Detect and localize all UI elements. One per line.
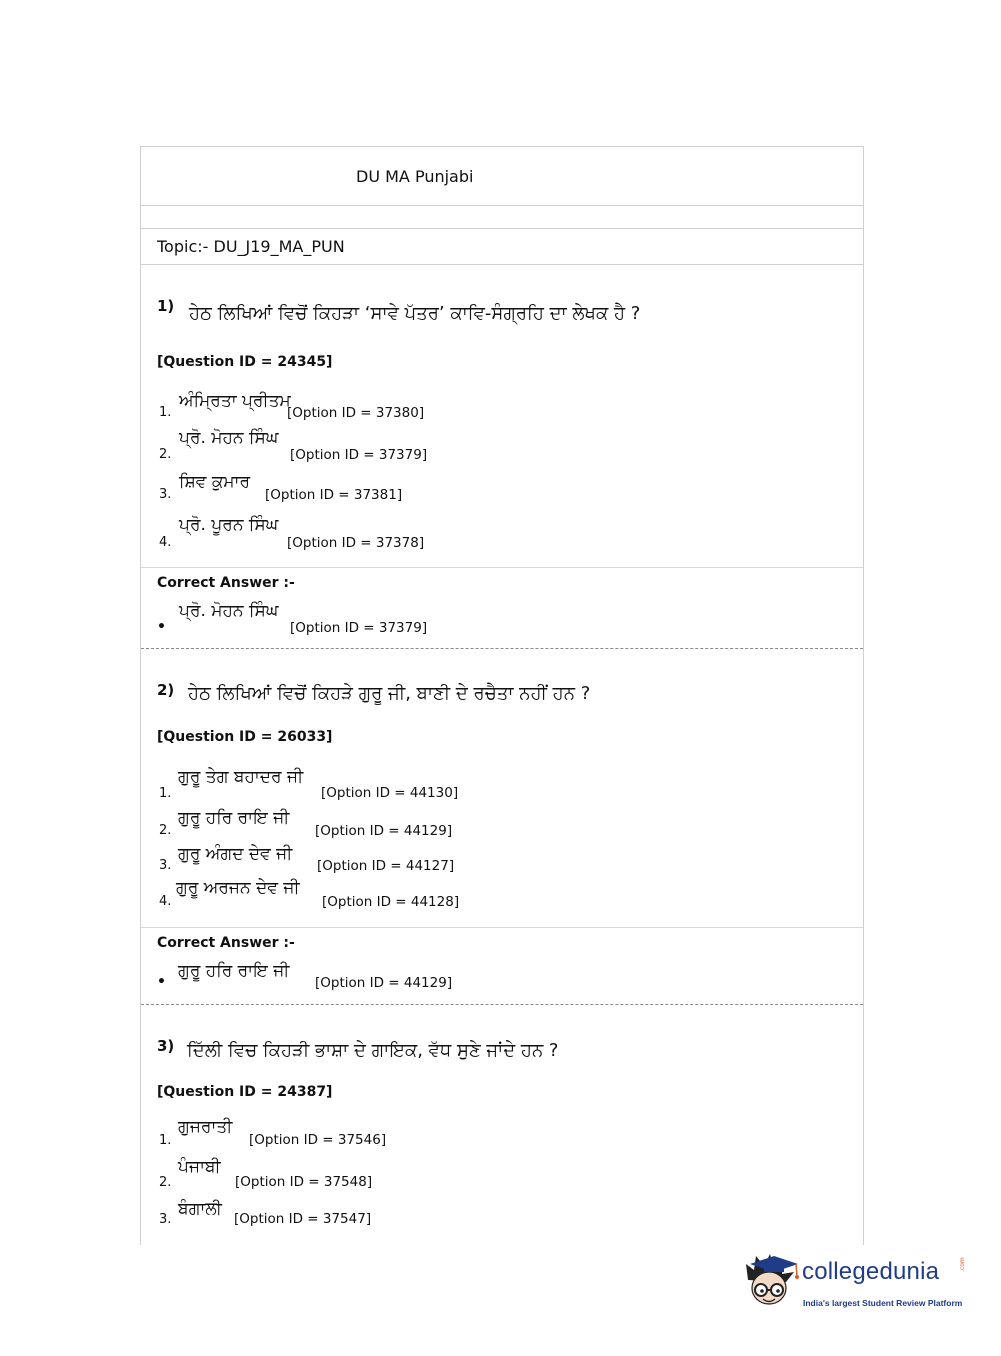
option-text: ਗੁਰੂ ਤੇਗ ਬਹਾਦਰ ਜੀ [178,767,304,787]
option-number: 2. [159,1175,172,1190]
brand-suffix: .com [959,1257,966,1272]
question-number: 2) [157,681,175,699]
spacer-row [141,206,863,229]
topic-row [141,229,863,265]
question-id: [Question ID = 24387] [157,1084,333,1100]
brand-tagline: India's largest Student Review Platform [803,1298,963,1308]
question-paper [140,146,864,1245]
topic-label: Topic:- DU_J19_MA_PUN [157,237,345,256]
option-number: 4. [159,535,172,550]
correct-answer-id: [Option ID = 44129] [315,975,453,991]
divider [141,927,863,928]
divider [141,567,863,568]
option-number: 3. [159,858,172,873]
collegedunia-logo [740,1250,970,1316]
option-number: 1. [159,405,172,420]
option-id: [Option ID = 37381] [265,487,403,503]
option-id: [Option ID = 44130] [321,785,459,801]
option-id: [Option ID = 37548] [235,1174,373,1190]
option-number: 1. [159,1133,172,1148]
option-id: [Option ID = 44127] [317,858,455,874]
option-text: ਸ਼ਿਵ ਕੁਮਾਰ [179,472,251,492]
question-id: [Question ID = 24345] [157,354,333,370]
question-number: 1) [157,297,175,315]
option-number: 3. [159,487,172,502]
option-id: [Option ID = 37378] [287,535,425,551]
correct-answer-label: Correct Answer :- [157,935,295,951]
correct-answer-text: ਪ੍ਰੋ. ਮੋਹਨ ਸਿੰਘ [179,601,279,621]
correct-answer-text: ਗੁਰੂ ਹਰਿ ਰਾਇ ਜੀ [178,961,290,981]
correct-answer-id: [Option ID = 37379] [290,620,428,636]
bullet-icon: • [157,619,166,635]
question-number: 3) [157,1037,175,1055]
question-text: ਹੇਠ ਲਿਖਿਆਂ ਵਿਚੋਂ ਕਿਹੜੇ ਗੁਰੂ ਜੀ, ਬਾਣੀ ਦੇ ਰਚੈਤਾ ਨਹੀਂ ਹਨ ? [188,683,591,704]
dashed-divider [141,1004,863,1005]
option-number: 2. [159,447,172,462]
option-number: 4. [159,894,172,909]
question-text: ਹੇਠ ਲਿਖਿਆਂ ਵਿਚੋਂ ਕਿਹੜਾ ‘ਸਾਵੇ ਪੱਤਰ’ ਕਾਵਿ-ਸੰਗ੍ਰਹਿ ਦਾ ਲੇਖਕ ਹੈ ? [189,303,641,324]
option-text: ਪ੍ਰੋ. ਮੋਹਨ ਸਿੰਘ [179,428,279,448]
bullet-icon: • [157,974,166,990]
option-id: [Option ID = 44129] [315,823,453,839]
question-text: ਦਿੱਲੀ ਵਿਚ ਕਿਹੜੀ ਭਾਸ਼ਾ ਦੇ ਗਾਇਕ, ਵੱਧ ਸੁਣੇ ਜਾਂਦੇ ਹਨ ? [187,1040,559,1061]
option-id: [Option ID = 37380] [287,405,425,421]
option-text: ਪੰਜਾਬੀ [178,1157,221,1177]
option-text: ਅੰਮ੍ਰਿਤਾ ਪ੍ਰੀਤਮ [179,391,291,411]
option-number: 1. [159,786,172,801]
option-text: ਗੁਰੂ ਹਰਿ ਰਾਇ ਜੀ [178,808,290,828]
option-text: ਗੁਰੂ ਅੰਗਦ ਦੇਵ ਜੀ [178,844,293,864]
question-id: [Question ID = 26033] [157,729,333,745]
option-id: [Option ID = 37379] [290,447,428,463]
page-title: DU MA Punjabi [356,167,474,186]
option-text: ਬੰਗਾਲੀ [178,1199,222,1219]
option-id: [Option ID = 44128] [322,894,460,910]
mascot-icon [740,1250,802,1312]
option-id: [Option ID = 37546] [249,1132,387,1148]
option-text: ਪ੍ਰੋ. ਪੂਰਨ ਸਿੰਘ [179,515,279,535]
option-text: ਗੁਰੂ ਅਰਜਨ ਦੇਵ ਜੀ [176,878,300,898]
option-number: 3. [159,1212,172,1227]
brand-name: collegedunia [802,1258,940,1285]
option-id: [Option ID = 37547] [234,1211,372,1227]
title-row [141,147,863,206]
option-text: ਗੁਜਰਾਤੀ [178,1117,233,1137]
correct-answer-label: Correct Answer :- [157,575,295,591]
dashed-divider [141,648,863,649]
option-number: 2. [159,823,172,838]
